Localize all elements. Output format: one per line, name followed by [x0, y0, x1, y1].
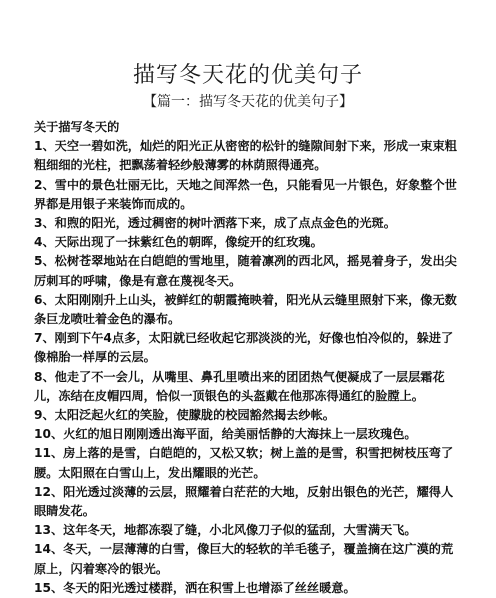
paragraph: 12、阳光透过淡薄的云层，照耀着白茫茫的大地，反射出银色的光芒，耀得人眼睛发花。 — [34, 484, 454, 519]
paragraph: 1、天空一碧如洗，灿烂的阳光正从密密的松针的缝隙间射下来，形成一束束粗粗细细的光柱，把飘荡着轻纱般薄雾的林荫照得通亮。 — [34, 139, 457, 173]
paragraph: 3、和煦的阳光，透过稠密的树叶洒落下来，成了点点金色的光斑。 — [34, 216, 396, 231]
paragraph: 13、这年冬天，地都冻裂了缝，小北风像刀子似的猛刮，大雪满天飞。 — [34, 523, 417, 538]
section-heading: 关于描写冬天的 — [34, 120, 120, 134]
paragraph: 11、房上落的是雪，白皑皑的，又松又软；树上盖的是雪，积雪把树枝压弯了腰。太阳照在白雪山上，发出耀眼的光芒。 — [34, 446, 454, 480]
paragraph: 10、火红的旭日刚刚透出海平面，给美丽恬静的大海抹上一层玫瑰色。 — [34, 427, 417, 442]
paragraph: 14、冬天，一层薄薄的白雪，像巨大的轻软的羊毛毯子，覆盖摘在这广漠的荒原上，闪着寒冷的银光。 — [34, 542, 454, 576]
paragraph: 9、太阳泛起火红的笑脸，使朦胧的校园豁然揭去纱帐。 — [34, 408, 335, 423]
document-subtitle: 【篇一：描写冬天花的优美句子】 — [143, 94, 353, 110]
paragraph: 4、天际出现了一抹紫红色的朝晖，像绽开的红玫瑰。 — [34, 235, 323, 250]
document-body — [34, 118, 464, 598]
paragraph: 8、他走了不一会儿，从嘴里、鼻孔里喷出来的团团热气便凝成了一层层霜花儿，冻结在皮帽四周，恰似一顶银色的头盔戴在他那冻得通红的脸膛上。 — [34, 369, 445, 403]
paragraph: 6、太阳刚刚升上山头，被鲜红的朝霞掩映着，阳光从云缝里照射下来，像无数条巨龙喷吐着金色的瀑布。 — [34, 292, 457, 327]
paragraph: 7、刚到下午4点多，太阳就已经收起它那淡淡的光，好像也怕冷似的，躲进了像棉胎一样厚的云层。 — [34, 331, 454, 365]
document-title: 描写冬天花的优美句子 — [132, 63, 363, 88]
paragraph: 2、雪中的景色壮丽无比，天地之间浑然一色，只能看见一片银色，好象整个世界都是用银子来装饰而成的。 — [34, 177, 457, 211]
paragraph: 5、松树苍翠地站在白皑皑的雪地里，随着凛冽的西北风，摇晃着身子，发出尖厉刺耳的呼啸，像是有意在蔑视冬天。 — [34, 254, 457, 288]
paragraph: 15、冬天的阳光透过楼群，洒在积雪上也增添了丝丝暖意。 — [34, 580, 356, 595]
